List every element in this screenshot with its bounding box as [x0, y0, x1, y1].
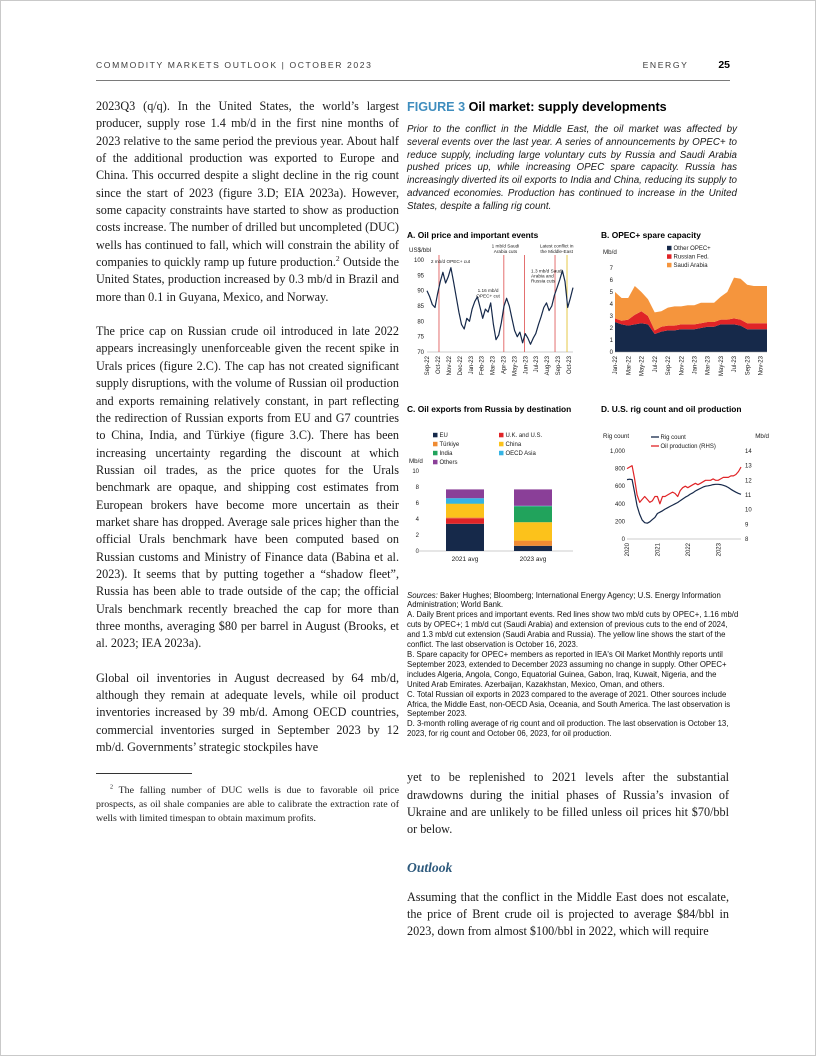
svg-text:11: 11: [745, 492, 752, 499]
page-number: 25: [718, 59, 730, 71]
svg-text:Nov-22: Nov-22: [679, 355, 686, 375]
chart-a-title: A. Oil price and important events: [407, 229, 539, 240]
svg-text:US$/bbl: US$/bbl: [409, 246, 432, 254]
svg-text:Mar-23: Mar-23: [490, 355, 497, 375]
svg-text:May-23: May-23: [512, 355, 519, 376]
footnote: [96, 784, 399, 825]
svg-text:1: 1: [609, 337, 613, 344]
svg-text:200: 200: [614, 518, 625, 525]
svg-text:10: 10: [412, 468, 419, 475]
sources-label: Sources:: [407, 590, 438, 600]
paragraph-text: Outside the United States, production increased by 0.3 mb/d in Brazil and more than 0.1 in Guyana, Mexico, and Norway.: [96, 255, 399, 304]
svg-text:Sep-23: Sep-23: [555, 355, 562, 375]
svg-text:1,000: 1,000: [609, 448, 625, 455]
svg-text:13: 13: [745, 463, 752, 470]
figure-intro: Prior to the conflict in the Middle East, the oil market was affected by several events over the last year. A series of announcements by OPEC+ to reduce supply, including large voluntary cuts by Russia and Saudi Arabia pushed prices up, while increasing OPEC spare capacity. Russia has increasingly diverted its oil exports to India and China, reducing its supply to advanced economies. Production has continued to increase in the United States, despite a falling rig count.: [407, 124, 737, 212]
chart-panel-c: [407, 404, 587, 581]
svg-text:400: 400: [614, 501, 625, 508]
svg-text:India: India: [439, 450, 453, 457]
svg-text:China: China: [505, 441, 522, 448]
sources-text: Baker Hughes; Bloomberg; International Energy Agency; U.S. Energy Information Administration; World Bank.: [407, 590, 721, 610]
chart-panel-a: [407, 230, 587, 394]
svg-text:Mb/d: Mb/d: [409, 457, 423, 465]
svg-text:Sep-22: Sep-22: [425, 355, 432, 375]
svg-text:2 mb/d OPEC+ cut: 2 mb/d OPEC+ cut: [430, 258, 471, 264]
svg-text:95: 95: [417, 272, 424, 279]
svg-text:Sep-23: Sep-23: [745, 355, 752, 375]
svg-text:Dec-22: Dec-22: [457, 355, 464, 375]
svg-text:Nov-23: Nov-23: [758, 355, 765, 375]
svg-text:Oct-23: Oct-23: [566, 355, 573, 374]
figure-heading: [407, 100, 737, 114]
left-column: [96, 98, 399, 825]
body-paragraph-1: [96, 98, 399, 306]
chart-panel-b: [601, 230, 781, 394]
svg-text:90: 90: [417, 288, 424, 295]
svg-text:8: 8: [415, 484, 419, 491]
paragraph-text: 2023Q3 (q/q). In the United States, the world’s largest producer, supply rose 1.4 mb/d in the first nine months of 2023 relative to the same period the previous year. About half of the additional production was exported to Europe and China. This occurred despite a slight decline in the rig count since the start of 2023 (figure 3.D; EIA 2023a). However, some capacity constraints have started to show as production costs increase. The number of drilled but uncompleted (DUC) wells has continued to fall, which will constrain the ability of companies to quickly ramp up future production.: [96, 99, 399, 270]
body-paragraph-4: yet to be replenished to 2021 levels after the substantial drawdowns during the initial phases of Russia’s invasion of Ukraine and are unlikely to be filled unless oil prices hit $70/bbl or below.: [407, 770, 729, 837]
svg-text:Mb/d: Mb/d: [755, 432, 769, 440]
svg-text:2022: 2022: [686, 542, 692, 556]
svg-text:Feb-23: Feb-23: [479, 355, 486, 375]
svg-text:2: 2: [609, 325, 613, 332]
svg-text:10: 10: [745, 507, 752, 514]
svg-text:2: 2: [415, 532, 419, 539]
chart-d-title: D. U.S. rig count and oil production: [601, 403, 742, 414]
svg-text:2023: 2023: [716, 542, 723, 556]
svg-text:Other OPEC+: Other OPEC+: [673, 245, 711, 252]
svg-text:0: 0: [609, 349, 613, 356]
svg-text:Mar-23: Mar-23: [705, 355, 712, 375]
svg-text:100: 100: [413, 257, 424, 264]
svg-text:Mb/d: Mb/d: [603, 248, 617, 256]
svg-text:EU: EU: [439, 432, 448, 439]
outlook-heading: Outlook: [407, 859, 453, 875]
figure-label: FIGURE 3: [407, 100, 466, 114]
svg-text:Apr-23: Apr-23: [501, 355, 508, 374]
svg-text:Russian Fed.: Russian Fed.: [673, 254, 709, 261]
chart-d-rig-count-line-chart: [601, 429, 771, 581]
svg-text:4: 4: [415, 516, 419, 523]
svg-text:Mar-22: Mar-22: [626, 355, 633, 375]
svg-text:Nov-22: Nov-22: [446, 355, 453, 375]
svg-text:Jan-22: Jan-22: [613, 355, 620, 374]
svg-text:2021 avg: 2021 avg: [451, 555, 479, 563]
svg-text:U.K. and U.S.: U.K. and U.S.: [505, 432, 543, 439]
figure-note-d: D. 3-month rolling average of rig count and oil production. The last observation is October 13, 2023, for rig count and October 06, 2023, for oil production.: [407, 719, 729, 739]
chart-c-title: C. Oil exports from Russia by destination: [407, 403, 572, 414]
svg-text:Aug-23: Aug-23: [545, 355, 552, 375]
header-right: [643, 59, 730, 71]
body-paragraph-3: Global oil inventories in August decreased by 64 mb/d, although they remain at adequate levels, while oil product inventories increased by 39 mb/d. Among OECD countries, commercial inventories surged in September 2023 by 12 mb/d. Governments’ strategic stockpiles have: [96, 670, 399, 755]
body-paragraph-5: Assuming that the conflict in the Middle East does not escalate, the price of Brent crude oil is projected to average $84/bbl in 2023, down from almost $100/bbl in 2022, which will require: [407, 889, 729, 939]
svg-text:85: 85: [417, 303, 424, 310]
footnote-reference: 2: [335, 254, 340, 264]
figure-sources: [407, 591, 739, 611]
svg-text:8: 8: [745, 536, 749, 543]
svg-text:Jul-22: Jul-22: [652, 355, 659, 372]
svg-text:2021: 2021: [655, 542, 662, 556]
footnote-divider: [96, 773, 192, 774]
svg-text:800: 800: [614, 466, 625, 473]
svg-text:70: 70: [417, 349, 424, 356]
header-section-label: ENERGY: [642, 60, 689, 70]
svg-text:OECD Asia: OECD Asia: [505, 450, 536, 457]
svg-text:Jul-23: Jul-23: [732, 355, 739, 372]
svg-text:Jan-23: Jan-23: [468, 355, 475, 374]
svg-text:2020: 2020: [625, 542, 632, 556]
svg-text:1 mb/d SaudiArabia cuts: 1 mb/d Saudi Arabia cuts: [491, 243, 520, 254]
chart-b-title: B. OPEC+ spare capacity: [601, 229, 701, 240]
svg-text:Oct-22: Oct-22: [436, 355, 443, 374]
svg-text:Jul-23: Jul-23: [534, 355, 541, 372]
chart-c-oil-exports-bar-chart: [407, 429, 577, 581]
svg-text:May-22: May-22: [639, 355, 646, 376]
right-column: [407, 100, 781, 958]
chart-a-oil-price-line-chart: [407, 242, 577, 394]
footnote-number: 2: [110, 785, 114, 792]
chart-panel-d: [601, 404, 781, 581]
svg-text:Türkiye: Türkiye: [439, 441, 460, 448]
figure-title-text: Oil market: supply developments: [468, 100, 667, 114]
svg-text:Jan-23: Jan-23: [692, 355, 699, 374]
svg-text:0: 0: [415, 548, 419, 555]
svg-text:9: 9: [745, 521, 749, 528]
svg-text:6: 6: [415, 500, 419, 507]
body-paragraph-2: The price cap on Russian crude oil introduced in late 2022 appears increasingly unenforceable given the recent spike in Urals prices (figure 2.C). The cap has not created significant supply disruptions, with the volume of Russian oil production and exports remaining relatively constant, in part reflecting the redirection of Russian exports from EU and G7 countries to China, India, and Türkiye (figure 3.C). There has been increasing uncertainty regarding the discount at which Russian oil trades, as the price quotes for the Urals benchmark are opaque, and shipping cost estimates from European brokers have become more uncertain as their market share has dropped. Average sale prices higher than the official Urals benchmark have been computed based on Russian customs and Ministry of Finance data (Babina et al. 2023). It seems that by putting together a “shadow fleet”, Russia has been able to trade outside of the cap; the official Urals benchmark recently breached the cap for more than three months, averaging $80 per barrel in August (Brooks, et al. 2023; IEA 2023a).: [96, 324, 399, 651]
figure-note-b: B. Spare capacity for OPEC+ members as reported in IEA's Oil Market Monthly reports until September 2023, extended to December 2023 assuming no change in supply. Other OPEC+ includes Algeria, Angola, Congo, Equatorial Guinea, Gabon, Iraq, Kuwait, Nigeria, and the United Arab Emirates. Azerbaijan, Kazakhstan, Mexico, Oman, and others.: [407, 650, 727, 689]
svg-text:6: 6: [609, 277, 613, 284]
svg-text:75: 75: [417, 334, 424, 341]
svg-text:Oil production (RHS): Oil production (RHS): [660, 443, 716, 450]
svg-text:3: 3: [609, 313, 613, 320]
svg-text:Latest conflict inthe Middle-E: Latest conflict in the Middle-East: [539, 243, 574, 254]
svg-text:80: 80: [417, 318, 424, 325]
figure-note-c: C. Total Russian oil exports in 2023 compared to the average of 2021. Other sources include Africa, the Middle East, non-OECD Asia, Oceania, and South America. The last observation is September 2023.: [407, 689, 731, 719]
chart-b-spare-capacity-area-chart: [601, 242, 771, 394]
svg-text:600: 600: [614, 483, 625, 490]
svg-text:12: 12: [745, 477, 752, 484]
svg-text:5: 5: [609, 289, 613, 296]
svg-text:7: 7: [609, 265, 613, 272]
svg-text:Saudi Arabia: Saudi Arabia: [673, 262, 708, 269]
svg-text:Rig count: Rig count: [603, 432, 630, 440]
svg-text:0: 0: [621, 536, 625, 543]
svg-text:1.3 mb/d SaudiArabia andRussia: 1.3 mb/d Saudi Arabia and Russia cuts: [531, 267, 563, 284]
svg-text:Rig count: Rig count: [660, 434, 686, 441]
svg-text:May-23: May-23: [718, 355, 725, 376]
header-running-title: COMMODITY MARKETS OUTLOOK | OCTOBER 2023: [96, 60, 373, 70]
footnote-text: The falling number of DUC wells is due to favorable oil price prospects, as oil shale companies are able to calibrate the extraction rate of wells with limited timespan to obtain maximum profits.: [96, 785, 400, 824]
svg-text:4: 4: [609, 301, 613, 308]
svg-text:14: 14: [745, 448, 752, 455]
svg-text:Others: Others: [439, 459, 458, 466]
figure-chart-grid: [407, 230, 781, 581]
figure-notes: [407, 591, 739, 740]
page-header: [96, 59, 730, 81]
svg-text:Sep-22: Sep-22: [666, 355, 673, 375]
svg-text:1.16 mb/dOPEC+ cut: 1.16 mb/d OPEC+ cut: [476, 287, 500, 298]
svg-text:2023 avg: 2023 avg: [519, 555, 547, 563]
svg-text:Jun-23: Jun-23: [523, 355, 530, 374]
figure-note-a: A. Daily Brent prices and important events. Red lines show two mb/d cuts by OPEC+, 1.16 mb/d cuts by OPEC+; 1 mb/d cut (Saudi Arabia) and extension of previous cuts to the end of 2024, and 1.3 mb/d cut extension (Saudi Arabia and Russia). The yellow line shows the start of the conflict. The last observation is October 16, 2023.: [407, 610, 739, 650]
